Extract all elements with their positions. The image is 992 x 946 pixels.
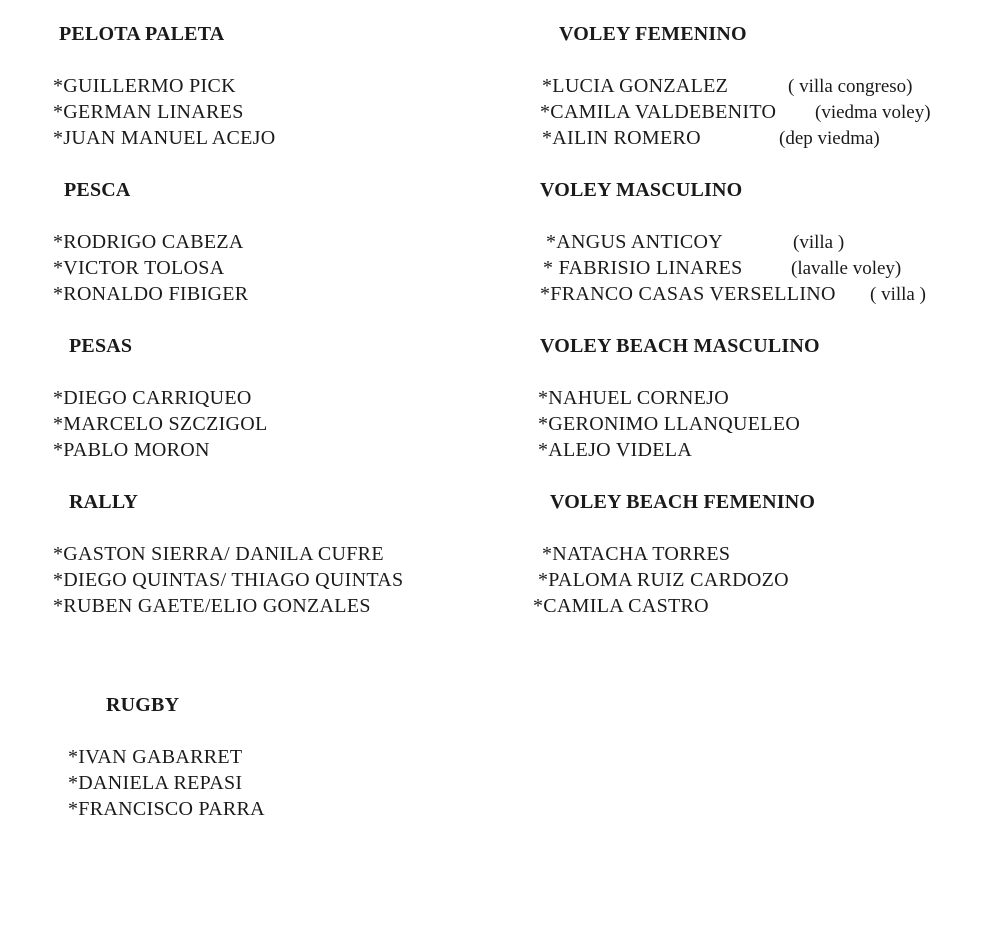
section-title-voley-beach-femenino: VOLEY BEACH FEMENINO — [550, 491, 816, 513]
participant-name: * FABRISIO LINARES — [543, 257, 743, 279]
participant-club: (dep viedma) — [779, 128, 880, 149]
section-title-rally: RALLY — [69, 491, 139, 513]
participant-name: *RUBEN GAETE/ELIO GONZALES — [53, 595, 371, 617]
section-title-voley-femenino: VOLEY FEMENINO — [559, 23, 747, 45]
participant-name: *VICTOR TOLOSA — [53, 257, 225, 279]
section-title-pelota-paleta: PELOTA PALETA — [59, 23, 225, 45]
section-title-pesas: PESAS — [69, 335, 133, 357]
participant-name: *GASTON SIERRA/ DANILA CUFRE — [53, 543, 384, 565]
participant-name: *GUILLERMO PICK — [53, 75, 236, 97]
participant-name: *NATACHA TORRES — [542, 543, 731, 565]
participant-name: *DIEGO CARRIQUEO — [53, 387, 252, 409]
participant-name: *RODRIGO CABEZA — [53, 231, 244, 253]
participant-name: *JUAN MANUEL ACEJO — [53, 127, 276, 149]
participant-club: (viedma voley) — [815, 102, 931, 123]
participant-name: *FRANCO CASAS VERSELLINO — [540, 283, 836, 305]
participant-name: *PALOMA RUIZ CARDOZO — [538, 569, 789, 591]
participant-name: *DIEGO QUINTAS/ THIAGO QUINTAS — [53, 569, 404, 591]
participant-name: *CAMILA VALDEBENITO — [540, 101, 777, 123]
section-title-rugby: RUGBY — [106, 694, 180, 716]
participant-name: *RONALDO FIBIGER — [53, 283, 249, 305]
participant-club: ( villa ) — [870, 284, 926, 305]
participant-name: *GERONIMO LLANQUELEO — [538, 413, 801, 435]
section-title-pesca: PESCA — [64, 179, 131, 201]
participant-name: *FRANCISCO PARRA — [68, 798, 265, 820]
participant-club: ( villa congreso) — [788, 76, 913, 97]
participant-name: *ANGUS ANTICOY — [546, 231, 723, 253]
participant-name: *IVAN GABARRET — [68, 746, 243, 768]
participant-club: (villa ) — [793, 232, 845, 253]
participant-name: *LUCIA GONZALEZ — [542, 75, 729, 97]
participant-name: *ALEJO VIDELA — [538, 439, 693, 461]
participant-club: (lavalle voley) — [791, 258, 902, 279]
participant-name: *NAHUEL CORNEJO — [538, 387, 729, 409]
section-title-voley-beach-masculino: VOLEY BEACH MASCULINO — [540, 335, 820, 357]
participant-name: *CAMILA CASTRO — [533, 595, 709, 617]
participant-name: *DANIELA REPASI — [68, 772, 243, 794]
participant-name: *MARCELO SZCZIGOL — [53, 413, 268, 435]
participant-name: *AILIN ROMERO — [542, 127, 701, 149]
participant-name: *GERMAN LINARES — [53, 101, 244, 123]
participant-name: *PABLO MORON — [53, 439, 210, 461]
section-title-voley-masculino: VOLEY MASCULINO — [540, 179, 743, 201]
